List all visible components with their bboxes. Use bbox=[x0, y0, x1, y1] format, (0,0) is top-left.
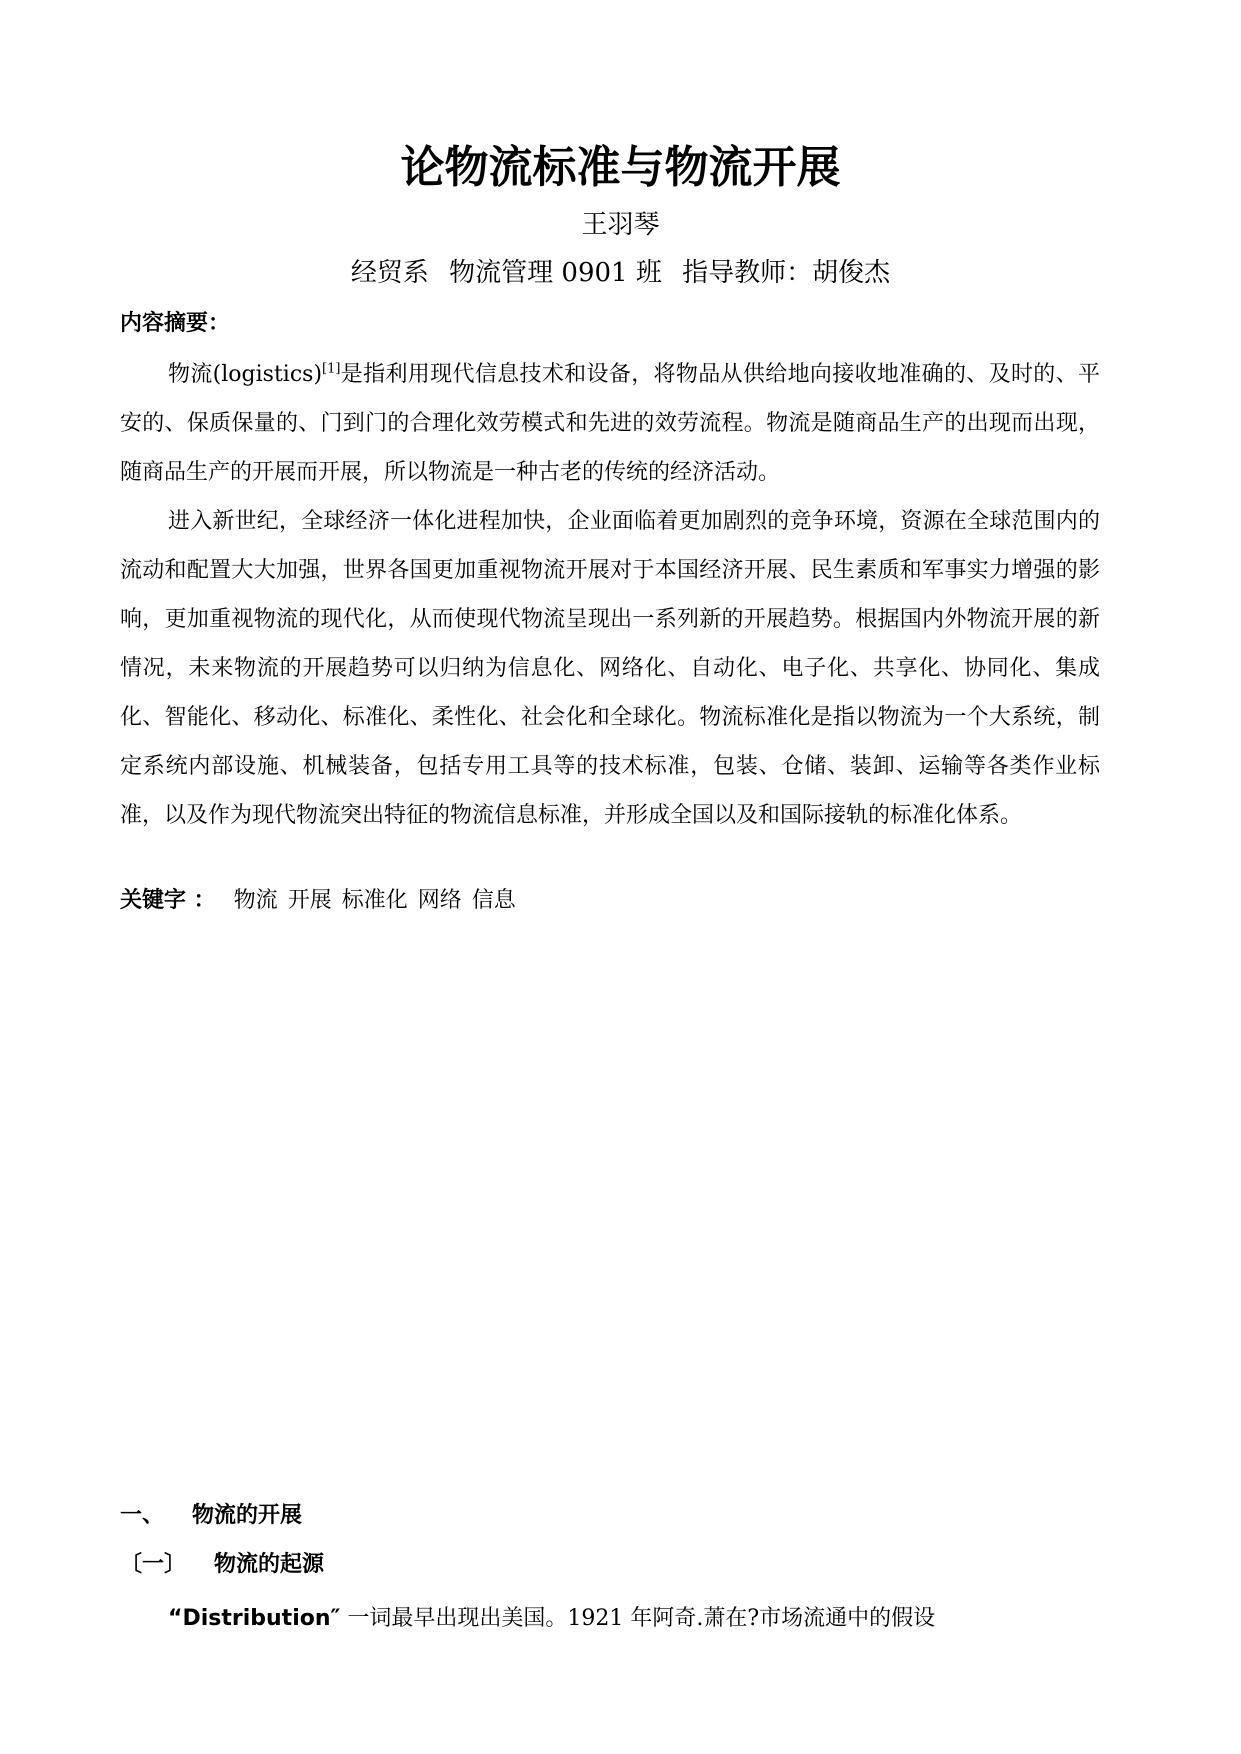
subsection-number: 〔一〕 bbox=[120, 1552, 187, 1577]
citation-ref: [1] bbox=[322, 361, 341, 377]
body-paragraph bbox=[120, 1594, 1100, 1643]
abstract-para1-rest: 是指利用现代信息技术和设备，将物品从供给地向接收地准确的、及时的、平安的、保质保量的、门到门的合理化效劳模式和先进的效劳流程。物流是随商品生产的出现而出现，随商品生产的开展而开展，所以物流是一种古老的传统的经济活动。 bbox=[120, 362, 1100, 485]
advisor: 指导教师：胡俊杰 bbox=[682, 258, 891, 288]
section-title: 物流的开展 bbox=[192, 1503, 303, 1528]
subsection-title: 物流的起源 bbox=[214, 1552, 325, 1577]
author-name: 王羽琴 bbox=[581, 210, 660, 240]
subsection-heading bbox=[120, 1549, 324, 1581]
keyword: 信息 bbox=[471, 888, 516, 913]
keyword: 标准化 bbox=[341, 888, 408, 913]
keyword: 开展 bbox=[287, 888, 332, 913]
abstract-paragraph-2: 进入新世纪，全球经济一体化进程加快，企业面临着更加剧烈的竞争环境，资源在全球范围内的流动和配置大大加强，世界各国更加重视物流开展对于本国经济开展、民生素质和军事实力增强的影响，更加重视物流的现代化，从而使现代物流呈现出一系列新的开展趋势。根据国内外物流开展的新情况，未来物流的开展趋势可以归纳为信息化、网络化、自动化、电子化、共享化、协同化、集成化、智能化、移动化、标准化、柔性化、社会化和全球化。物流标准化是指以物流为一个大系统，制定系统内部设施、机械装备，包括专用工具等的技术标准，包装、仓储、装卸、运输等各类作业标准，以及作为现代物流突出特征的物流信息标准，并形成全国以及和国际接轨的标准化体系。 bbox=[120, 509, 1100, 828]
body-paragraph-text: 一词最早出现出美国。1921 年阿奇.萧在?市场流通中的假设 bbox=[340, 1606, 936, 1631]
keywords-label: 关键字 ： bbox=[120, 888, 216, 913]
section-heading bbox=[120, 1500, 302, 1532]
distribution-term: “Distribution″ bbox=[168, 1606, 341, 1631]
keyword: 网络 bbox=[417, 888, 462, 913]
abstract-label: 内容摘要： bbox=[120, 311, 231, 336]
affiliation-line bbox=[0, 253, 1241, 293]
section-number: 一、 bbox=[120, 1503, 165, 1528]
abstract-paragraph-1 bbox=[120, 350, 1100, 497]
abstract-para1-start: 物流(logistics) bbox=[168, 362, 323, 387]
keyword: 物流 bbox=[233, 888, 278, 913]
keywords-row bbox=[120, 885, 516, 919]
department: 经贸系 bbox=[350, 258, 429, 288]
document-title: 论物流标准与物流开展 bbox=[400, 142, 841, 193]
class-name: 物流管理 0901 班 bbox=[449, 258, 662, 288]
